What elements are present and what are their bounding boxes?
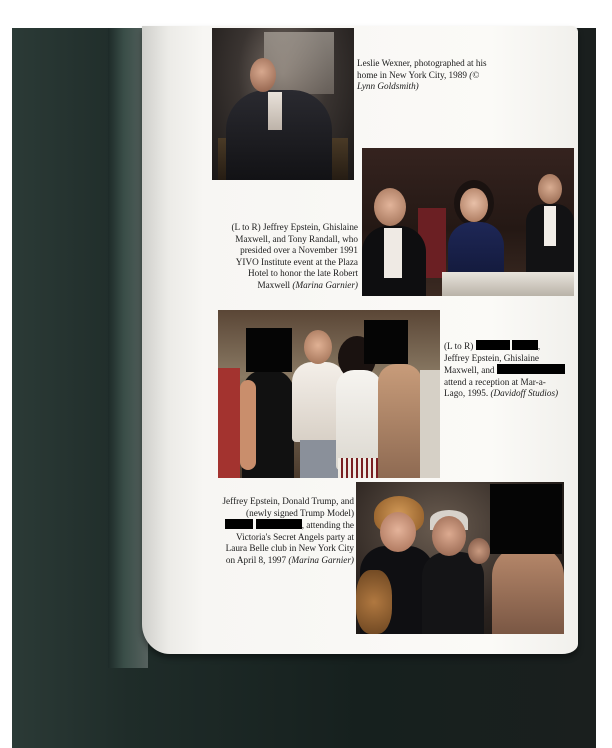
photo-figure-head xyxy=(250,58,276,92)
caption-yivo-credit: (Marina Garnier) xyxy=(292,279,358,290)
photo-figure-body xyxy=(422,552,484,634)
photo-figure-head xyxy=(460,188,488,222)
redaction-bar xyxy=(512,340,538,350)
caption-mar-a-lago-middle: , Jeffrey Epstein, Ghislaine Maxwell, and xyxy=(444,341,541,376)
redaction-bar xyxy=(497,364,565,374)
caption-mar-a-lago xyxy=(444,340,566,400)
photo-figure-skirt xyxy=(338,458,380,478)
redaction-bar xyxy=(225,519,253,529)
photo-figure xyxy=(420,370,440,478)
photo-figure-legs xyxy=(300,440,340,478)
redaction-box xyxy=(364,320,408,364)
caption-wexner-text: Leslie Wexner, photographed at his home in New York City, 1989 xyxy=(357,58,487,80)
photo-figure-arm xyxy=(240,380,256,470)
caption-mar-a-lago-credit: (Davidoff Studios) xyxy=(490,388,559,399)
caption-mar-a-lago-prefix: (L to R) xyxy=(444,341,474,351)
photo-figure-head xyxy=(380,512,416,552)
caption-laura-belle xyxy=(216,496,354,567)
caption-laura-belle-part1: Jeffrey Epstein, Donald Trump, and (newly signed Trump Model) xyxy=(222,496,354,518)
photo-window xyxy=(264,32,334,94)
photo-table xyxy=(442,272,574,296)
photo-figure-head xyxy=(538,174,562,204)
photo-wexner-portrait xyxy=(212,28,354,180)
photo-figure-shirt xyxy=(384,228,402,278)
caption-laura-belle-credit: (Marina Garnier) xyxy=(288,554,354,565)
redaction-bar xyxy=(476,340,510,350)
photo-figure xyxy=(378,364,422,478)
photo-figure-head xyxy=(304,330,332,364)
redaction-bar xyxy=(256,519,302,529)
photo-figure-head xyxy=(468,538,490,564)
caption-wexner xyxy=(357,58,497,93)
caption-mar-a-lago-suffix: attend a reception at Mar-a-Lago, 1995. xyxy=(444,376,546,399)
photo-figure xyxy=(218,368,240,478)
redaction-box xyxy=(490,484,562,554)
photo-figure-head xyxy=(374,188,406,226)
redaction-box xyxy=(246,328,292,372)
photo-figure-body xyxy=(336,370,382,470)
photo-figure-body xyxy=(492,546,564,634)
caption-laura-belle-part2: , attending the Victoria's Secret Angels party at Laura Belle club in New York City on April 8, 1997 xyxy=(225,520,354,565)
photo-laura-belle xyxy=(356,482,564,634)
photo-yivo-event xyxy=(362,148,574,296)
caption-yivo-text: (L to R) Jeffrey Epstein, Ghislaine Maxwell, and Tony Randall, who presided over a November 1991 YIVO Institute event at the Plaza Hotel to honor the late Robert Maxwell xyxy=(231,222,358,290)
caption-wexner-credit: (© Lynn Goldsmith) xyxy=(357,69,480,92)
photo-figure-hair xyxy=(356,570,392,634)
photo-figure-shirt xyxy=(544,206,556,246)
caption-yivo xyxy=(220,222,358,292)
photo-mar-a-lago xyxy=(218,310,440,478)
photo-figure-shirt xyxy=(268,92,282,130)
photo-figure-head xyxy=(432,516,466,556)
